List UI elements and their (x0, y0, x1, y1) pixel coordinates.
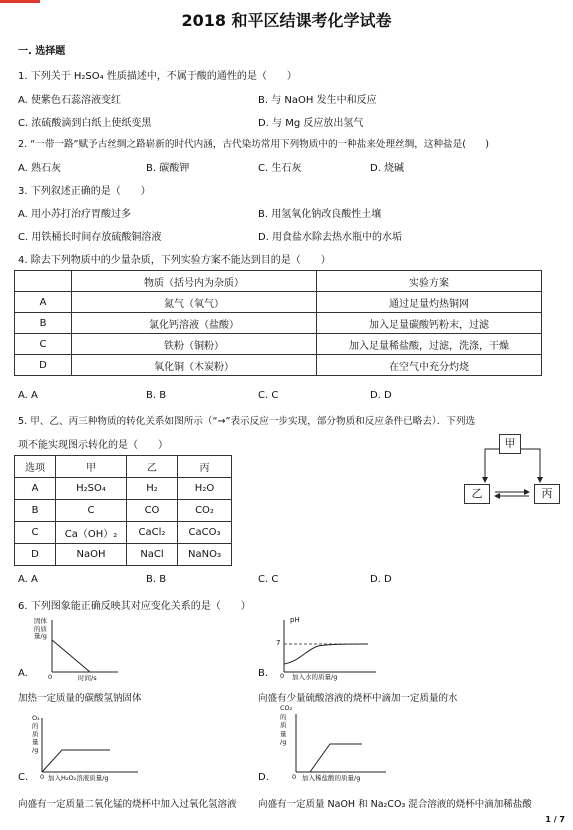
origin-label: 0 (48, 673, 53, 681)
table-header: 实验方案 (317, 271, 542, 292)
graph-d (266, 704, 396, 782)
table-row (15, 500, 232, 522)
table-row (15, 478, 232, 500)
q6-label-d: D. (258, 772, 269, 783)
ylabel-line: O₂ (32, 714, 40, 722)
q6-caption-d: 向盛有一定质量 NaOH 和 Na₂CO₃ 混合溶液的烧杯中滴加稀盐酸 (258, 799, 532, 810)
table-header: 丙 (178, 456, 232, 478)
q5-table (14, 455, 232, 566)
ylabel-line: 固体 (34, 617, 47, 625)
q4-option-a: A. A (18, 390, 38, 401)
section-heading: 一. 选择题 (18, 46, 66, 57)
table-cell: 加入足量稀盐酸，过滤，洗涤，干燥 (317, 334, 542, 355)
ylabel-line: 的质 (34, 624, 47, 633)
node-jia: 甲 (499, 434, 521, 454)
table-row (15, 522, 232, 544)
curve (296, 744, 362, 772)
q4-option-d: D. D (370, 390, 392, 401)
graph-a-plot (18, 618, 128, 680)
origin-label: 0 (280, 672, 285, 680)
table-header-row (15, 271, 542, 292)
table-cell: 铁粉（铜粉） (72, 334, 317, 355)
top-accent-bar (0, 0, 40, 3)
table-header: 物质（括号内为杂质） (72, 271, 317, 292)
ylabel-line: /g (280, 738, 287, 746)
q6-label-a: A. (18, 668, 28, 679)
table-cell: 在空气中充分灼烧 (317, 355, 542, 376)
node-yi: 乙 (464, 484, 490, 504)
page-number: 1 / 7 (545, 815, 565, 824)
table-cell: H₂SO₄ (56, 478, 127, 500)
table-cell: CO₂ (178, 500, 232, 522)
ylabel-line: 的 (32, 722, 39, 730)
table-cell: C (56, 500, 127, 522)
q1-option-c: C. 浓硫酸滴到白纸上使纸变黑 (18, 118, 152, 129)
q6-label-b: B. (258, 668, 269, 679)
arrow-jia-to-yi (485, 449, 499, 482)
node-bing: 丙 (534, 484, 560, 504)
table-cell: A (15, 478, 56, 500)
origin-label: 0 (40, 773, 45, 781)
table-cell: NaOH (56, 544, 127, 566)
ylabel-line: CO₂ (280, 704, 293, 712)
table-cell: Ca（OH）₂ (56, 522, 127, 544)
q6-caption-b: 向盛有少量硫酸溶液的烧杯中滴加一定质量的水 (258, 693, 458, 704)
q6-caption-c: 向盛有一定质量二氧化锰的烧杯中加入过氧化氢溶液 (18, 799, 237, 810)
table-cell: CO (127, 500, 178, 522)
q2-stem: 2. “一带一路”赋予古丝绸之路崭新的时代内涵，古代染坊常用下列物质中的一种盐来处理丝绸，这种盐是( ) (18, 139, 489, 150)
table-row (15, 355, 542, 376)
page-title: 2018 和平区结课考化学试卷 (181, 11, 392, 30)
table-cell: C (15, 334, 72, 355)
graph-b-xlabel: 加入水的质量/g (292, 673, 338, 681)
table-cell: D (15, 355, 72, 376)
table-cell: NaNO₃ (178, 544, 232, 566)
graph-b-ylabel: pH (290, 616, 300, 624)
q3-option-d: D. 用食盐水除去热水瓶中的水垢 (258, 232, 403, 243)
q2-option-b: B. 碳酸钾 (146, 163, 190, 174)
graph-b (258, 616, 388, 680)
q4-stem: 4. 除去下列物质中的少量杂质，下列实验方案不能达到目的是（ ） (18, 255, 331, 266)
q4-option-b: B. B (146, 390, 167, 401)
q5-option-c: C. C (258, 574, 279, 585)
q1-option-d: D. 与 Mg 反应放出氢气 (258, 118, 364, 129)
q3-stem: 3. 下列叙述正确的是（ ） (18, 186, 151, 197)
graph-a-xlabel: 时间/s (78, 674, 97, 682)
ylabel-line: 质 (280, 721, 287, 729)
q3-option-b: B. 用氢氧化钠改良酸性土壤 (258, 209, 382, 220)
q6-label-c: C. (18, 772, 29, 783)
table-row (15, 313, 542, 334)
table-cell: B (15, 500, 56, 522)
table-cell: NaCl (127, 544, 178, 566)
tick-7: 7 (276, 639, 281, 647)
arrow-jia-to-bing (521, 449, 540, 482)
q2-option-c: C. 生石灰 (258, 163, 302, 174)
ylabel-line: 质 (32, 730, 39, 738)
graph-c-plot (18, 712, 148, 782)
q6-stem: 6. 下列图象能正确反映其对应变化关系的是（ ） (18, 601, 251, 612)
q3-option-c: C. 用铁桶长时间存放硫酸铜溶液 (18, 232, 162, 243)
graph-c (18, 712, 148, 782)
q5-option-b: B. B (146, 574, 167, 585)
origin-label: 0 (292, 773, 297, 781)
q2-option-d: D. 烧碱 (370, 163, 405, 174)
table-cell: CaCO₃ (178, 522, 232, 544)
curve (52, 640, 90, 672)
ylabel-line: 量 (32, 738, 39, 746)
graph-d-plot (266, 704, 396, 782)
graph-d-xlabel: 加入稀盐酸的质量/g (302, 774, 361, 782)
table-header: 选项 (15, 456, 56, 478)
table-row (15, 544, 232, 566)
q4-table (14, 270, 542, 376)
table-header (15, 271, 72, 292)
table-cell: H₂ (127, 478, 178, 500)
q5-stem-line2: 项不能实现图示转化的是（ ） (18, 440, 168, 451)
table-cell: H₂O (178, 478, 232, 500)
ylabel-line: 的 (280, 712, 287, 721)
table-cell: 氮气（氧气） (72, 292, 317, 313)
curve (284, 644, 368, 664)
q5-option-a: A. A (18, 574, 38, 585)
graph-c-xlabel: 加入H₂O₂溶液质量/g (48, 774, 109, 782)
table-cell: C (15, 522, 56, 544)
q1-option-a: A. 使紫色石蕊溶液变红 (18, 95, 122, 106)
table-row (15, 292, 542, 313)
q5-stem-line1: 5. 甲、乙、丙三种物质的转化关系如图所示（“→”表示反应一步实现，部分物质和反应条件已略去）．下列选 (18, 416, 476, 427)
q4-option-c: C. C (258, 390, 279, 401)
q6-caption-a: 加热一定质量的碳酸氢钠固体 (18, 693, 142, 704)
table-cell: 通过足量灼热铜网 (317, 292, 542, 313)
table-row (15, 334, 542, 355)
table-cell: D (15, 544, 56, 566)
table-cell: 氧化铜（木炭粉） (72, 355, 317, 376)
ylabel-line: /g (32, 746, 39, 754)
ylabel-line: 量/g (34, 632, 47, 640)
table-header-row (15, 456, 232, 478)
table-cell: CaCl₂ (127, 522, 178, 544)
table-cell: 氯化钙溶液（盐酸） (72, 313, 317, 334)
ylabel-line: 量 (280, 729, 287, 738)
q5-option-d: D. D (370, 574, 392, 585)
graph-a (18, 618, 128, 680)
table-cell: B (15, 313, 72, 334)
q2-option-a: A. 熟石灰 (18, 163, 62, 174)
q1-option-b: B. 与 NaOH 发生中和反应 (258, 95, 377, 106)
curve (42, 750, 110, 772)
table-cell: A (15, 292, 72, 313)
q3-option-a: A. 用小苏打治疗胃酸过多 (18, 209, 132, 220)
table-header: 乙 (127, 456, 178, 478)
graph-b-plot (258, 616, 388, 680)
q1-stem: 1. 下列关于 H₂SO₄ 性质描述中，不属于酸的通性的是（ ） (18, 71, 297, 82)
table-cell: 加入足量碳酸钙粉末，过滤 (317, 313, 542, 334)
table-header: 甲 (56, 456, 127, 478)
